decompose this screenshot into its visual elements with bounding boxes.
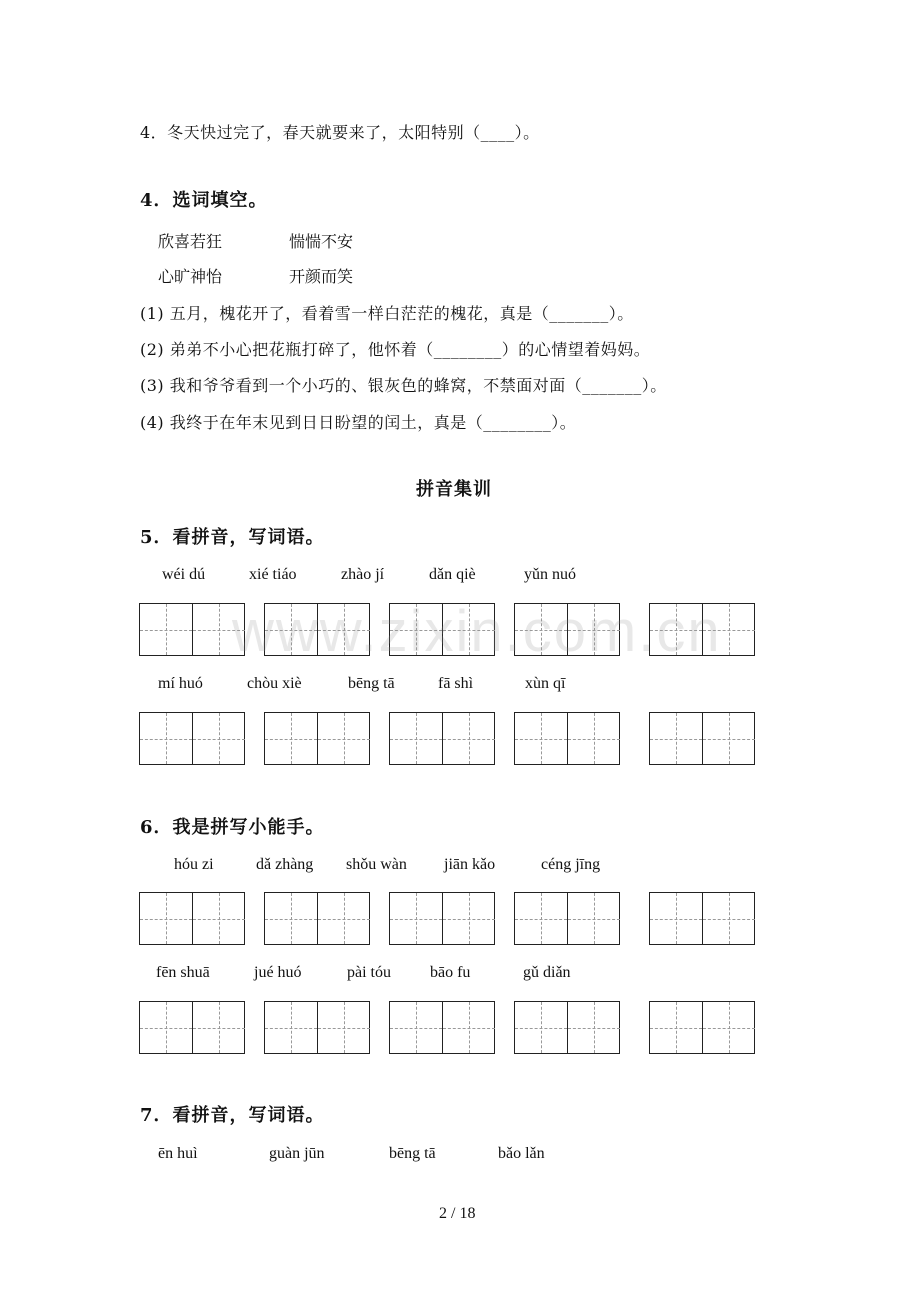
pinyin-label: pài tóu xyxy=(347,964,391,981)
writing-grid[interactable] xyxy=(649,892,755,945)
pinyin-label: dǎn qiè xyxy=(429,566,476,583)
writing-grid[interactable] xyxy=(514,1001,620,1054)
pinyin-label: chòu xiè xyxy=(247,675,302,692)
pinyin-label: guàn jūn xyxy=(269,1145,325,1162)
pinyin-label: shǒu wàn xyxy=(346,856,407,873)
pinyin-label: fā shì xyxy=(438,675,474,692)
writing-grid[interactable] xyxy=(389,1001,495,1054)
fill-item-2: (2) 弟弟不小心把花瓶打碎了，他怀着（________）的心情望着妈妈。 xyxy=(140,340,651,359)
writing-grid[interactable] xyxy=(514,712,620,765)
writing-grid[interactable] xyxy=(139,1001,245,1054)
pinyin-label: wéi dú xyxy=(162,566,206,583)
pinyin-label: xié tiáo xyxy=(249,566,297,583)
writing-grid[interactable] xyxy=(139,603,245,656)
pinyin-section-title: 拼音集训 xyxy=(416,479,492,500)
writing-grid[interactable] xyxy=(139,892,245,945)
writing-grid[interactable] xyxy=(139,712,245,765)
writing-grid[interactable] xyxy=(514,892,620,945)
writing-grid[interactable] xyxy=(649,712,755,765)
pinyin-label: yǔn nuó xyxy=(524,566,576,583)
word-bank-item: 心旷神怡 xyxy=(158,267,223,286)
fill-item-4: (4) 我终于在年末见到日日盼望的闰土，真是（________）。 xyxy=(140,413,577,432)
pinyin-label: zhào jí xyxy=(341,566,385,583)
section7-heading: 7．看拼音，写词语。 xyxy=(140,1105,325,1126)
pinyin-label: bāo fu xyxy=(430,964,471,981)
pinyin-label: jiān kǎo xyxy=(444,856,496,873)
pinyin-label: céng jīng xyxy=(541,856,601,873)
word-bank-item: 开颜而笑 xyxy=(289,267,354,286)
q4-item: 4．冬天快过完了，春天就要来了，太阳特别（____）。 xyxy=(140,123,540,142)
word-bank-item: 惴惴不安 xyxy=(289,232,354,251)
pinyin-label: gǔ diǎn xyxy=(523,964,571,981)
writing-grid[interactable] xyxy=(264,892,370,945)
pinyin-label: dǎ zhàng xyxy=(256,856,314,873)
writing-grid[interactable] xyxy=(389,892,495,945)
pinyin-label: hóu zi xyxy=(174,856,214,873)
fill-item-3: (3) 我和爷爷看到一个小巧的、银灰色的蜂窝，不禁面对面（_______）。 xyxy=(140,376,667,395)
section6-heading: 6．我是拼写小能手。 xyxy=(140,817,325,838)
pinyin-label: mí huó xyxy=(158,675,203,692)
word-bank-item: 欣喜若狂 xyxy=(158,232,223,251)
pinyin-label: jué huó xyxy=(254,964,302,981)
page-number: 2 / 18 xyxy=(439,1205,476,1222)
fill-item-1: (1) 五月，槐花开了，看着雪一样白茫茫的槐花，真是（_______）。 xyxy=(140,304,634,323)
writing-grid[interactable] xyxy=(649,1001,755,1054)
writing-grid[interactable] xyxy=(389,712,495,765)
pinyin-label: bǎo lǎn xyxy=(498,1145,545,1162)
pinyin-label: ēn huì xyxy=(158,1145,198,1162)
pinyin-label: fēn shuā xyxy=(156,964,210,981)
section5-heading: 5．看拼音，写词语。 xyxy=(140,527,325,548)
watermark: www.zixin.com.cn xyxy=(232,599,722,664)
pinyin-label: bēng tā xyxy=(389,1145,436,1162)
writing-grid[interactable] xyxy=(264,712,370,765)
pinyin-label: xùn qī xyxy=(525,675,566,692)
section4-heading: 4．选词填空。 xyxy=(140,190,268,211)
writing-grid[interactable] xyxy=(264,1001,370,1054)
pinyin-label: bēng tā xyxy=(348,675,395,692)
